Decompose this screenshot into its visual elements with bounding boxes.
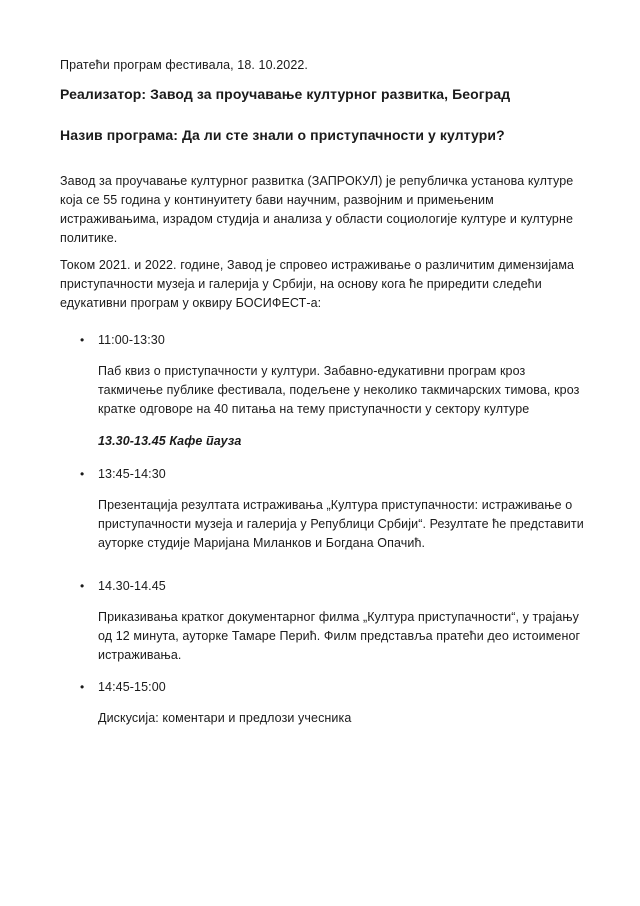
schedule-item	[60, 678, 588, 728]
bullet-icon: •	[80, 680, 85, 694]
schedule-description: Паб квиз о приступачности у култури. Забавно-едукативни програм кроз такмичење публике фестивала, подељене у неколико такмичарских тимова, кроз кратке одговоре на 40 питања на тему приступачности у сектору културе	[98, 364, 580, 416]
schedule-item	[60, 465, 588, 553]
schedule-description: Презентација резултата истраживања „Култура приступачности: истраживање о приступачности музеја и галерија у Републици Србији“. Резултате ће представити ауторке студије Маријана Миланков и Богдана Опачић.	[98, 498, 584, 550]
schedule-description: Дискусија: коментари и предлози учесника	[98, 711, 352, 725]
date-line: Пратећи програм фестивала, 18. 10.2022.	[60, 58, 309, 72]
schedule-list	[60, 331, 588, 728]
schedule-time: 14.30-14.45	[98, 579, 166, 593]
schedule-item	[60, 331, 588, 451]
coffee-break-note: 13.30-13.45 Кафе пауза	[98, 434, 242, 448]
intro-paragraph-2: Током 2021. и 2022. године, Завод је спровео истраживање о различитим димензијама приступачности музеја и галерија у Србији, на основу кога ће приредити следећи едукативни програм у оквиру БОСИФЕСТ-а:	[60, 258, 575, 310]
bullet-icon: •	[80, 467, 85, 481]
schedule-item	[60, 577, 588, 665]
bullet-icon: •	[80, 333, 85, 347]
intro-paragraph-1: Завод за проучавање културног развитка (ЗАПРОКУЛ) је републичка установа културе која се 55 година у континуитету бави научним, развојним и примењеним истраживањима, израдом студија и анализа у области социологије културе и културне политике.	[60, 174, 574, 245]
schedule-time: 13:45-14:30	[98, 467, 166, 481]
realizator-heading: Реализатор: Завод за проучавање културног развитка, Београд	[60, 86, 511, 102]
schedule-description: Приказивања кратког документарног филма „Култура приступачности“, у трајању од 12 минута, ауторке Тамаре Перић. Филм представља пратећи део истоименог истраживања.	[98, 610, 581, 662]
schedule-time: 14:45-15:00	[98, 680, 166, 694]
schedule-time: 11:00-13:30	[98, 333, 165, 347]
program-title-heading: Назив програма: Да ли сте знали о приступачности у култури?	[60, 127, 505, 143]
bullet-icon: •	[80, 579, 85, 593]
